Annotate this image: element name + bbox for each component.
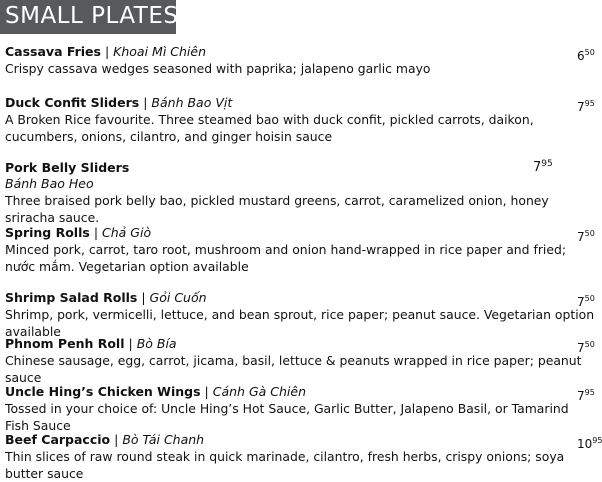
item-separator: | bbox=[141, 290, 146, 305]
item-name-line bbox=[5, 290, 595, 306]
item-description: Thin slices of raw round steak in quick marinade, cilantro, fresh herbs, crispy onions; soya butter sauce bbox=[5, 449, 565, 481]
price-whole: 7 bbox=[577, 230, 585, 244]
item-price bbox=[577, 96, 595, 115]
item-description: Chinese sausage, egg, carrot, jicama, basil, lettuce & peanuts wrapped in rice paper; peanut sauce bbox=[5, 353, 582, 385]
item-vietnamese-name: Bò Bía bbox=[136, 336, 177, 351]
item-name: Shrimp Salad Rolls bbox=[5, 290, 138, 305]
item-vietnamese-name: Bánh Bao Vịt bbox=[151, 95, 233, 110]
item-price bbox=[577, 291, 595, 310]
item-name-line bbox=[5, 160, 595, 176]
item-vietnamese-name: Cánh Gà Chiên bbox=[212, 384, 306, 399]
item-price bbox=[533, 156, 553, 176]
item-vietnamese-name: Bánh Bao Heo bbox=[5, 176, 94, 191]
menu-item-uncle-hings-chicken-wings bbox=[5, 384, 595, 434]
item-description: Shrimp, pork, vermicelli, lettuce, and bean sprout, rice paper; peanut sauce. Vegetarian option available bbox=[5, 307, 595, 339]
item-name: Duck Confit Sliders bbox=[5, 95, 140, 110]
item-separator: | bbox=[143, 95, 148, 110]
price-cents: 95 bbox=[584, 388, 595, 397]
item-description: A Broken Rice favourite. Three steamed bao with duck confit, pickled carrots, daikon, cucumbers, onions, cilantro, and ginger hoisin sauce bbox=[5, 112, 534, 144]
item-vietnamese-name: Khoai Mì Chiên bbox=[113, 44, 206, 59]
item-name-line bbox=[5, 336, 595, 352]
price-whole: 7 bbox=[577, 100, 585, 114]
item-separator: | bbox=[128, 336, 133, 351]
item-vietnamese-name: Gỏi Cuốn bbox=[149, 290, 207, 305]
item-description: Minced pork, carrot, taro root, mushroom and onion hand-wrapped in rice paper and fried; nước mắm. Vegetarian option available bbox=[5, 242, 567, 274]
item-description: Crispy cassava wedges seasoned with paprika; jalapeno garlic mayo bbox=[5, 61, 431, 76]
item-name: Pork Belly Sliders bbox=[5, 160, 130, 175]
price-whole: 6 bbox=[577, 49, 585, 63]
item-name-line bbox=[5, 95, 595, 111]
price-whole: 7 bbox=[577, 341, 585, 355]
price-cents: 95 bbox=[584, 99, 595, 108]
item-separator: | bbox=[104, 44, 110, 59]
price-whole: 10 bbox=[577, 437, 593, 451]
item-price bbox=[577, 45, 595, 64]
price-whole: 7 bbox=[533, 160, 542, 175]
item-vietnamese-name: Chả Giò bbox=[102, 225, 152, 240]
section-header bbox=[0, 0, 179, 34]
price-cents: 50 bbox=[584, 340, 595, 349]
item-price bbox=[577, 226, 595, 245]
item-name-line bbox=[5, 384, 595, 400]
item-description: Three braised pork belly bao, pickled mustard greens, carrot, caramelized onion, honey sriracha sauce. bbox=[5, 193, 549, 225]
section-title: SMALL PLATES bbox=[5, 3, 179, 29]
item-separator: | bbox=[114, 432, 119, 447]
item-name-line bbox=[5, 225, 595, 241]
price-cents: 95 bbox=[541, 159, 553, 169]
menu-item-duck-confit-sliders bbox=[5, 95, 595, 145]
menu-item-beef-carpaccio bbox=[5, 432, 595, 482]
item-name: Cassava Fries bbox=[5, 44, 101, 59]
item-price bbox=[577, 337, 595, 356]
price-cents: 50 bbox=[584, 294, 595, 303]
item-separator: | bbox=[204, 384, 209, 399]
price-whole: 7 bbox=[577, 389, 585, 403]
item-name-line bbox=[5, 44, 595, 60]
price-cents: 50 bbox=[584, 229, 595, 238]
menu-item-pork-belly-sliders bbox=[5, 160, 595, 226]
item-separator: | bbox=[93, 225, 99, 240]
item-name: Beef Carpaccio bbox=[5, 432, 111, 447]
price-whole: 7 bbox=[577, 295, 585, 309]
menu-item-phnom-penh-roll bbox=[5, 336, 595, 386]
item-name: Spring Rolls bbox=[5, 225, 90, 240]
item-name: Phnom Penh Roll bbox=[5, 336, 125, 351]
item-price bbox=[577, 385, 595, 404]
price-cents: 95 bbox=[592, 436, 602, 445]
item-vietnamese-name: Bò Tái Chanh bbox=[122, 432, 205, 447]
menu-item-spring-rolls bbox=[5, 225, 595, 275]
menu-item-shrimp-salad-rolls bbox=[5, 290, 595, 340]
item-name-line bbox=[5, 432, 595, 448]
item-description: Tossed in your choice of: Uncle Hing’s Hot Sauce, Garlic Butter, Jalapeno Basil, or Tamarind Fish Sauce bbox=[5, 401, 569, 433]
item-name: Uncle Hing’s Chicken Wings bbox=[5, 384, 201, 399]
item-price bbox=[577, 433, 602, 452]
price-cents: 50 bbox=[584, 48, 595, 57]
menu-item-cassava-fries bbox=[5, 44, 595, 77]
